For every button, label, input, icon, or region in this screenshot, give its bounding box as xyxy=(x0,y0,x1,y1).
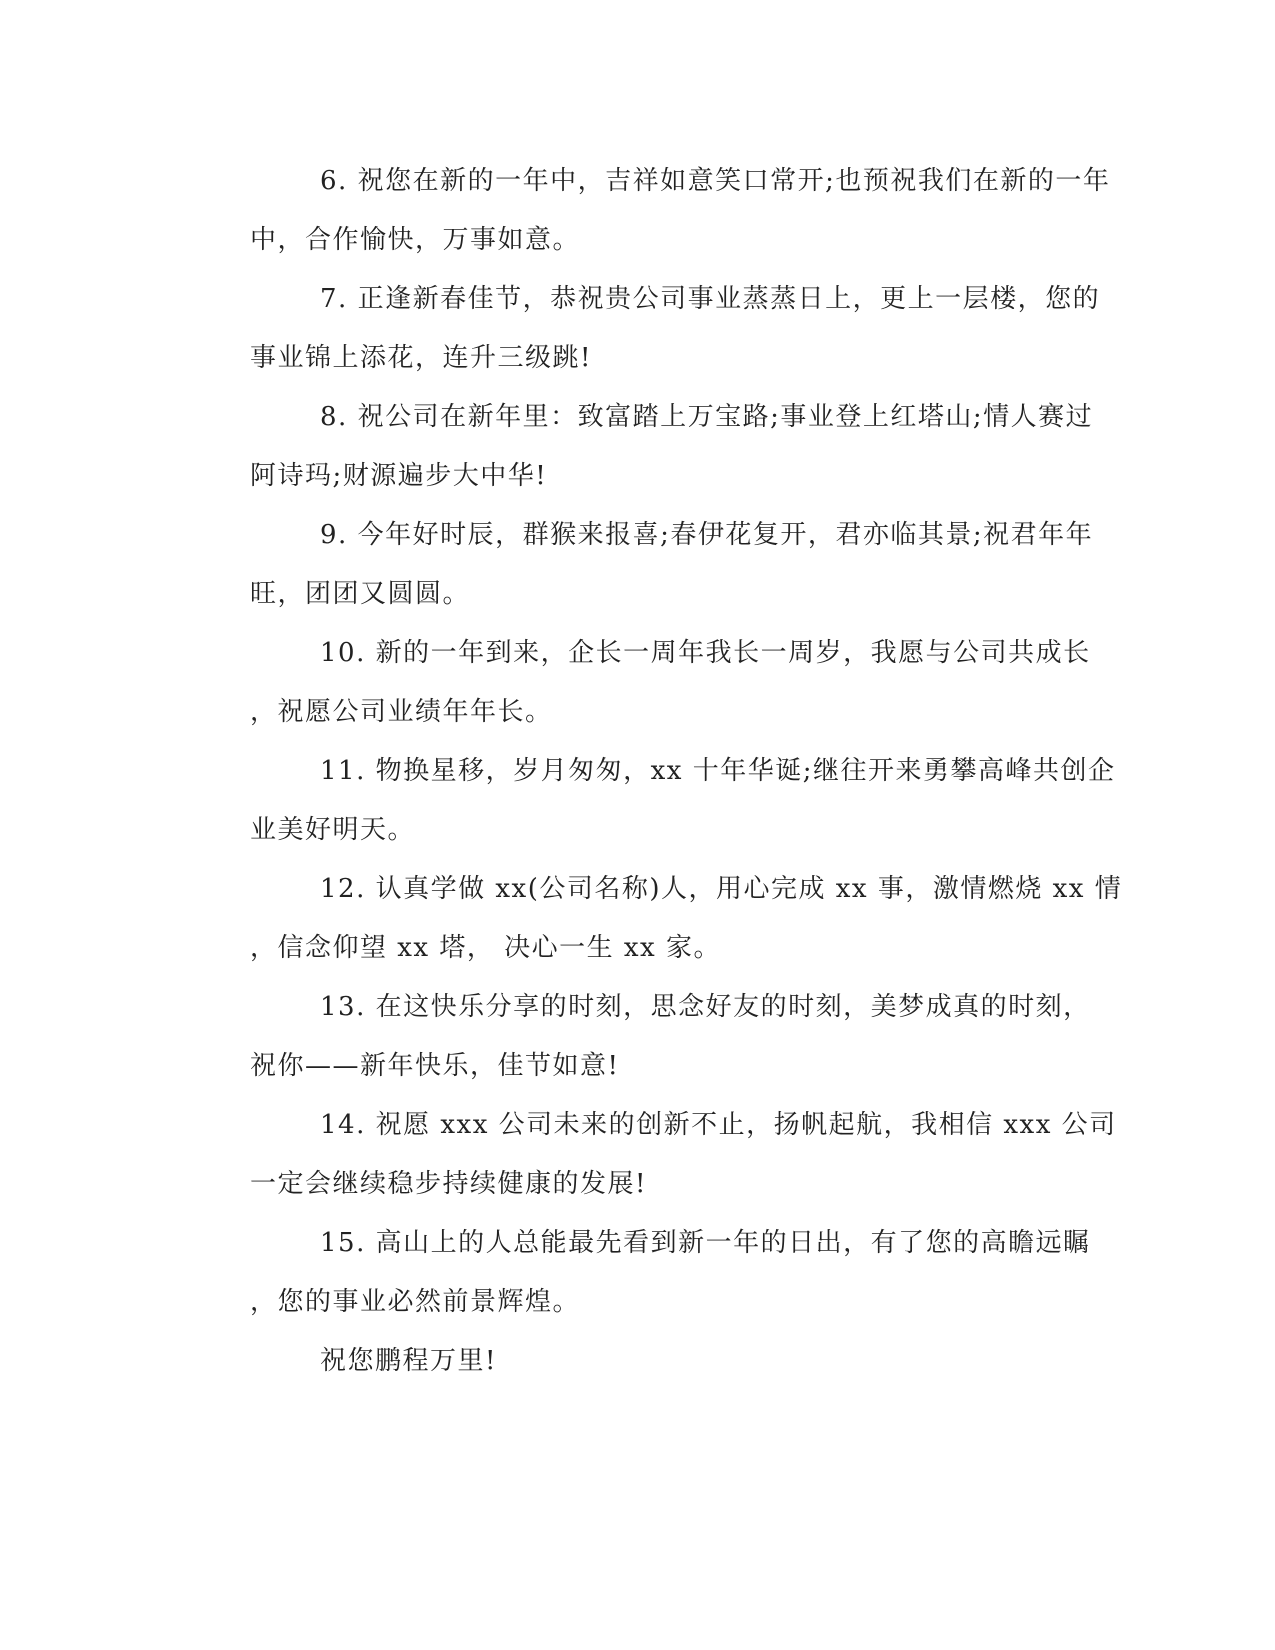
paragraph-line: 7. 正逢新春佳节，恭祝贵公司事业蒸蒸日上，更上一层楼，您的 xyxy=(320,284,1101,314)
wish-item-11 xyxy=(180,742,1116,860)
paragraph-line: 12. 认真学做 xx(公司名称)人，用心完成 xx 事，激情燃烧 xx 情 xyxy=(320,874,1123,904)
paragraph-line: 一定会继续稳步持续健康的发展! xyxy=(250,1169,647,1199)
paragraph-line: 阿诗玛;财源遍步大中华! xyxy=(250,461,548,491)
paragraph-line: 业美好明天。 xyxy=(250,815,416,845)
paragraph-line: 事业锦上添花，连升三级跳! xyxy=(250,343,592,373)
paragraph-line: 祝您鹏程万里! xyxy=(320,1346,497,1376)
paragraph-line: 9. 今年好时辰，群猴来报喜;春伊花复开，君亦临其景;祝君年年 xyxy=(320,520,1094,550)
paragraph-line: 6. 祝您在新的一年中，吉祥如意笑口常开;也预祝我们在新的一年 xyxy=(320,166,1111,196)
wish-item-9 xyxy=(180,506,1094,624)
wish-item-7 xyxy=(180,270,1101,388)
wish-item-15 xyxy=(180,1214,1091,1332)
document-body xyxy=(180,152,1123,1391)
paragraph-line: ，您的事业必然前景辉煌。 xyxy=(250,1287,581,1317)
paragraph-line: 15. 高山上的人总能最先看到新一年的日出，有了您的高瞻远瞩 xyxy=(320,1228,1091,1258)
wish-item-14 xyxy=(180,1096,1117,1214)
paragraph-line: ，祝愿公司业绩年年长。 xyxy=(250,697,553,727)
paragraph-line: 11. 物换星移，岁月匆匆，xx 十年华诞;继往开来勇攀高峰共创企 xyxy=(320,756,1116,786)
paragraph-line: 13. 在这快乐分享的时刻，思念好友的时刻，美梦成真的时刻， xyxy=(320,992,1091,1022)
paragraph-line: ，信念仰望 xx 塔， 决心一生 xx 家。 xyxy=(250,933,721,963)
wish-item-12 xyxy=(180,860,1123,978)
paragraph-line: 祝你——新年快乐，佳节如意! xyxy=(250,1051,620,1081)
wish-item-6 xyxy=(180,152,1111,270)
paragraph-line: 8. 祝公司在新年里：致富踏上万宝路;事业登上红塔山;情人赛过 xyxy=(320,402,1094,432)
paragraph-line: 14. 祝愿 xxx 公司未来的创新不止，扬帆起航，我相信 xxx 公司 xyxy=(320,1110,1117,1140)
paragraph-line: 10. 新的一年到来，企长一周年我长一周岁，我愿与公司共成长 xyxy=(320,638,1091,668)
paragraph-line: 中，合作愉快，万事如意。 xyxy=(250,225,581,255)
wish-item-13 xyxy=(180,978,1091,1096)
wish-item-10 xyxy=(180,624,1091,742)
closing-wish xyxy=(180,1332,1050,1391)
wish-item-8 xyxy=(180,388,1094,506)
paragraph-line: 旺，团团又圆圆。 xyxy=(250,579,471,609)
